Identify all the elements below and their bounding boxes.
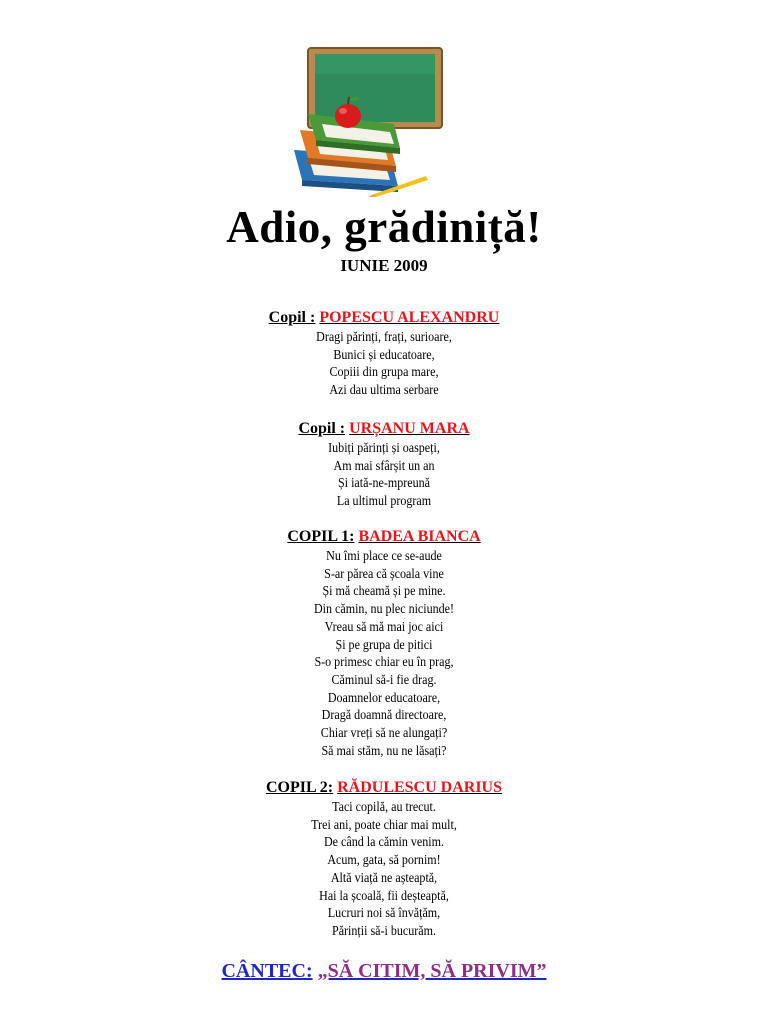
speaker-name: POPESCU ALEXANDRU bbox=[319, 309, 500, 326]
poem-line: Să mai stăm, nu ne lăsați? bbox=[321, 743, 447, 759]
poem-line: Iubiți părinți și oaspeți, bbox=[328, 441, 440, 456]
poem-line: Taci copilă, au trecut. bbox=[332, 800, 436, 815]
song-heading bbox=[0, 958, 768, 984]
poem-line: Am mai sfârșit un an bbox=[333, 458, 435, 474]
speaker-heading bbox=[0, 527, 768, 547]
page-title: Adio, grădiniță! bbox=[226, 202, 542, 252]
poem-line: Căminul să-i fie drag. bbox=[331, 672, 437, 688]
poem-line: Dragă doamnă directoare, bbox=[321, 708, 447, 724]
speaker-name: BADEA BIANCA bbox=[358, 528, 481, 545]
section-badea-bianca bbox=[0, 527, 768, 760]
poem-line: Și pe grupa de pitici bbox=[335, 637, 433, 653]
poem-line: Lucruri noi să învățăm, bbox=[327, 906, 441, 922]
poem-line: Azi dau ultima serbare bbox=[329, 383, 439, 399]
speaker-label: Copil : bbox=[268, 309, 316, 326]
poem-line: Doamnelor educatoare, bbox=[327, 690, 441, 706]
speaker-heading bbox=[0, 419, 768, 439]
speaker-heading bbox=[0, 778, 768, 798]
section-radulescu-darius bbox=[0, 778, 768, 941]
poem-line: Nu îmi place ce se-aude bbox=[326, 549, 442, 564]
poem-line: Și mă cheamă și pe mine. bbox=[322, 584, 446, 600]
poem-line: S-o primesc chiar eu în prag, bbox=[314, 655, 454, 671]
speaker-name: RĂDULESCU DARIUS bbox=[337, 779, 503, 796]
speaker-name: URȘANU MARA bbox=[349, 420, 470, 437]
poem-line: Vreau să mă mai joc aici bbox=[324, 619, 444, 635]
poem-line: S-ar părea că școala vine bbox=[324, 566, 444, 582]
date-subtitle: IUNIE 2009 bbox=[340, 256, 428, 275]
song-label: CÂNTEC: bbox=[221, 960, 313, 982]
poem-line: Bunici și educatoare, bbox=[333, 347, 435, 363]
poem-line: Dragi părinți, frați, surioare, bbox=[316, 330, 452, 345]
poem-line: La ultimul program bbox=[336, 494, 432, 510]
section-ursanu-mara bbox=[0, 419, 768, 511]
speaker-label: Copil : bbox=[298, 420, 346, 437]
section-popescu-alexandru bbox=[0, 308, 768, 400]
poem-line: Hai la școală, fii deșteaptă, bbox=[319, 888, 449, 904]
school-books-illustration bbox=[286, 44, 446, 200]
poem-line: Acum, gata, să pornim! bbox=[327, 853, 441, 869]
poem-line: Chiar vreți să ne alungați? bbox=[320, 726, 448, 742]
poem-line: De când la cămin venim. bbox=[323, 835, 445, 851]
poem-line: Copiii din grupa mare, bbox=[329, 365, 439, 381]
apple bbox=[335, 104, 361, 128]
poem-line: Altă viață ne așteaptă, bbox=[330, 870, 438, 886]
speaker-label: COPIL 1: bbox=[287, 528, 355, 545]
poem-line: Din cămin, nu plec niciunde! bbox=[313, 602, 455, 618]
song-name: „SĂ CITIM, SĂ PRIVIM” bbox=[317, 960, 547, 982]
poem-line: Și iată-ne-mpreună bbox=[338, 476, 430, 492]
speaker-label: COPIL 2: bbox=[265, 779, 334, 796]
speaker-heading bbox=[0, 308, 768, 328]
poem-line: Părinții să-i bucurăm. bbox=[331, 923, 436, 939]
poem-line: Trei ani, poate chiar mai mult, bbox=[311, 817, 457, 833]
